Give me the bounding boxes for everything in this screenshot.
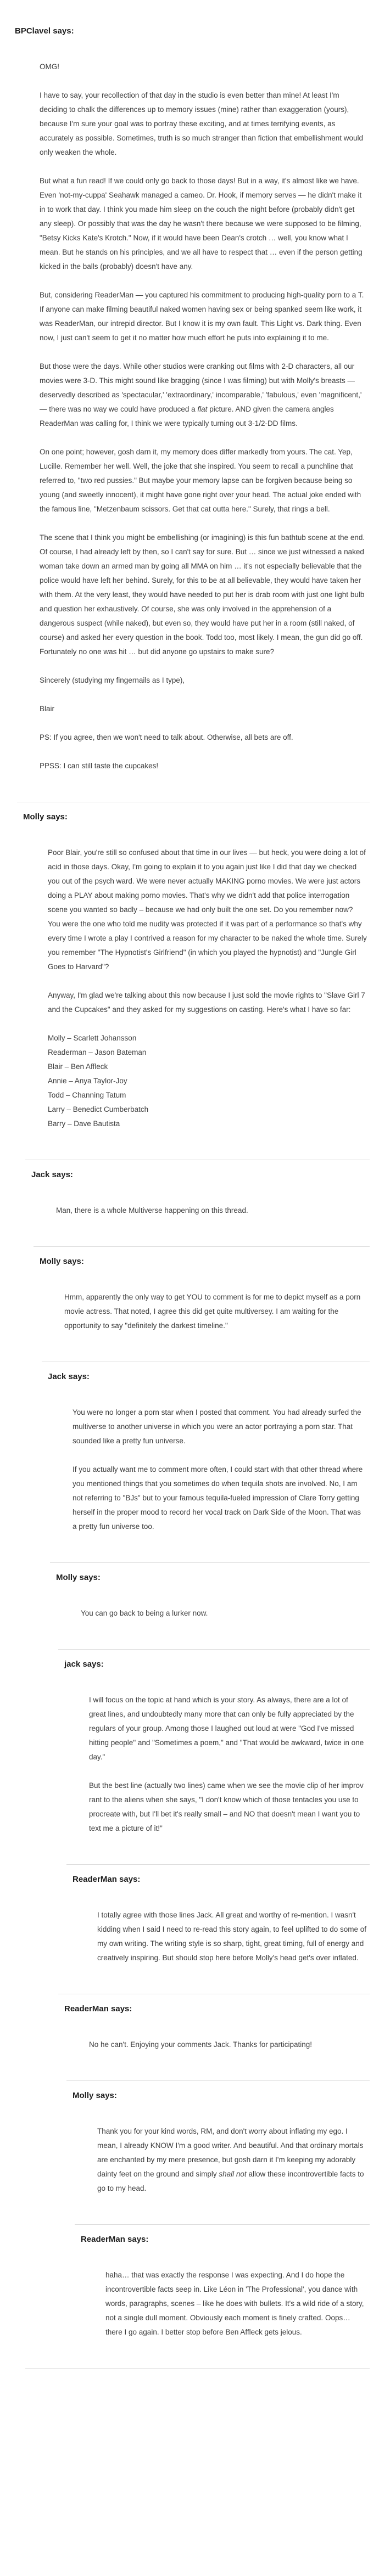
comment [0,1563,379,1649]
comment-body [40,60,367,773]
comment-author-heading [15,26,379,37]
says-label: says: [125,2235,149,2244]
comment-paragraph [48,988,367,1017]
text-segment: OMG! [40,63,59,71]
text-segment: Thank you for your kind words, RM, and don't worry about inflating my ego. I mean, I already KNOW I'm a good writer. And beautiful. And that ordinary mortals are enchanted by my mere presence, but gosh darn it I'm keeping my adorably dainty feet on the ground and simply [97,2127,364,2178]
comment-body [56,1203,367,1218]
text-segment: You can go back to being a lurker now. [81,1609,208,1617]
says-label: says: [66,1372,90,1381]
comment-author: ReaderMan [73,1875,117,1884]
comment-paragraph [97,2124,367,2196]
text-segment: PS: If you agree, then we won't need to talk about. Otherwise, all bets are off. [40,733,293,741]
text-segment: allow these incontrovertible facts to go to my head. [97,2170,364,2192]
comment-body [73,1405,367,1534]
emphasized-text: flat [197,405,208,413]
comment-author: Molly [23,812,44,822]
text-segment: But, considering ReaderMan — you captured his commitment to producing high-quality porn to a T. If anyone can make filming beautiful naked women having sex or being spanked seem like work, it was ReaderMan, our intrepid director. But I know it is my own fault. This Light vs. Dark thing. Even now, I just can't seem to get it no matter how much effort he puts into explaining it to me. [40,291,364,342]
says-label: says: [44,812,68,822]
text-segment: The scene that I think you might be embellishing (or imagining) is this fun bathtub scene at the end. Of course, I had already left by then, so I can't say for sure. But … since we just witnessed a naked woman take down an armed man by going all MMA on him … it's not especially believable that the police would have left her behind. Surely, for this to be at all believable, they would have taken her with them. At the very least, they would have needed to put her is drab room with just one light bulb and question her exhaustively. Of course, she was only involved in the apprehension of a dangerous suspect (while naked), but even so, they would have put her in a room (still naked, of course) and asked her every question in the book. Todd too, most likely. I mean, the gun did go off. Fortunately no one was hit … but did anyone go upstairs to make sure? [40,533,365,656]
text-segment: Barry – Dave Bautista [48,1120,120,1128]
says-label: says: [51,26,74,36]
text-segment: Man, there is a whole Multiverse happening on this thread. [56,1206,248,1214]
text-segment: No he can't. Enjoying your comments Jack. Thanks for participating! [89,2040,313,2049]
text-segment: haha… that was exactly the response I was expecting. And I do hope the incontrovertible facts seep in. Like Léon in 'The Professional', you dance with words, paragraphs, scenes – like he does with bullets. It's a wild ride of a story, not a single dull moment. Obviously each moment is finely crafted. Oops… there I go again. I better stop before Ben Affleck gets jelous. [105,2271,364,2336]
text-segment: Poor Blair, you're still so confused about that time in our lives — but heck, you were doing a lot of acid in those days. Okay, I'm going to explain it to you again just like I did that day we checked you out of the psych ward. We were never actually MAKING porno movies. We were just actors doing a PLAY about making porno movies. That's why we didn't add that police interrogation scene you wanted so badly – because we had only built the one set. Do you remember now? You were the one who told me nudity was protected if it was part of a performance so that's why every time I wrote a play I contrived a reason for my character to be naked the whole time. Surely you remember "The Hypnotist's Girlfriend" (in which you played the hypnotist) and "Jungle Girl Goes to Harvard"? [48,848,367,971]
comment-paragraph [56,1203,367,1218]
says-label: says: [49,1170,73,1179]
comment-paragraph [89,2038,367,2052]
text-segment: Todd – Channing Tatum [48,1091,126,1099]
comment-body [97,2124,367,2196]
comment-body [97,1908,367,1965]
comment-paragraph [48,846,367,974]
comment-body [89,1693,367,1836]
comment-author-heading [64,2004,379,2015]
comment-paragraph [105,2268,367,2339]
comment-paragraph [73,1405,367,1448]
comment-paragraph [40,531,367,659]
comment-author: Jack [48,1372,66,1381]
comment-paragraph [48,1031,367,1131]
comment [0,1362,379,1562]
comment-author-heading [81,2234,379,2245]
comment [0,2225,379,2368]
comment [0,1160,379,1246]
comment-author-heading [56,1572,379,1583]
emphasized-text: shall not [219,2170,247,2178]
text-segment: Molly – Scarlett Johansson [48,1034,137,1042]
comment-author: BPClavel [15,26,51,36]
text-segment: But the best line (actually two lines) came when we see the movie clip of her improv rant to the aliens when she says, "I don't know which of those tentacles you use to procreate with, but I'll bet it's really small – and NO that doesn't mean I want you to text me a picture of it!" [89,1781,364,1832]
text-segment: You were no longer a porn star when I posted that comment. You had already surfed the multiverse to another universe in which you were an actor portraying a porn star. That sounded like a pretty fun universe. [73,1408,361,1445]
comment-author-heading [64,1659,379,1670]
comment-paragraph [40,88,367,160]
comment [0,1650,379,1864]
says-label: says: [116,1875,141,1884]
says-label: says: [93,2091,117,2100]
comment-author-heading [73,2090,379,2101]
comment-paragraph [40,445,367,516]
text-segment: Sincerely (studying my fingernails as I type), [40,676,185,684]
comment-paragraph [97,1908,367,1965]
text-segment: picture. AND given the camera angles ReaderMan was calling for, I think we were typically turning out 3-1/2-DD films. [40,405,334,428]
comment-paragraph [89,1693,367,1764]
comment [0,16,379,802]
text-segment: I have to say, your recollection of that day in the studio is even better than mine! At least I'm deciding to chalk the differences up to memory issues (mine) rather than exaggeration (yours), because I'm sure your goal was to portray these exciting, and at times terrifying events, as accurately as possible. Sometimes, truth is so much stranger than fiction that embellishment would only weaken the whole. [40,91,364,156]
comment-paragraph [40,288,367,345]
comment [0,1865,379,1994]
comment-author-heading [48,1371,379,1382]
comment-body [105,2268,367,2339]
says-label: says: [60,1257,84,1266]
comment-paragraph [73,1463,367,1534]
comment-paragraph [40,702,367,716]
comment-body [48,846,367,1131]
comment-author: ReaderMan [64,2004,109,2013]
comment-paragraph [40,673,367,688]
text-segment: But those were the days. While other studios were cranking out films with 2-D characters, all our movies were 3-D. This might sound like bragging (since I was filming) but with Molly's breasts — deservedly described as 'spectacular,' 'extraordinary,' incomparable,' 'fabulous,' even 'magnificent,' — there was no way we could have produced a [40,362,362,413]
text-segment: Anyway, I'm glad we're talking about this now because I just sold the movie rights to "Slave Girl 7 and the Cupcakes" and they asked for my suggestions on casting. Here's what I have so far: [48,991,365,1014]
comment-body [89,2038,367,2052]
comment-author: Molly [56,1573,77,1582]
comment-author-heading [40,1256,379,1267]
comment-author: jack [64,1660,81,1669]
comment-paragraph [64,1290,367,1333]
comment-paragraph [40,174,367,274]
comment-paragraph [40,730,367,745]
comment [0,1247,379,1362]
text-segment: Blair – Ben Affleck [48,1062,108,1071]
text-segment: Readerman – Jason Bateman [48,1048,147,1056]
text-segment: I will focus on the topic at hand which is your story. As always, there are a lot of great lines, and undoubtedly many more that can only be fully appreciated by the regulars of your group. Among those I laughed out loud at were "God I've missed hitting people" and "Sometimes a poem," and "That would be awkward, twice in one day." [89,1696,364,1761]
text-segment: PPSS: I can still taste the cupcakes! [40,762,159,770]
comment-author-heading [73,1874,379,1885]
comment-paragraph [81,1606,367,1621]
text-segment: Larry – Benedict Cumberbatch [48,1105,149,1113]
comment-author: Molly [40,1257,61,1266]
says-label: says: [108,2004,132,2013]
comment-author-heading [31,1169,379,1180]
comment-author: ReaderMan [81,2235,125,2244]
text-segment: Hmm, apparently the only way to get YOU to comment is for me to depict myself as a porn movie actress. That noted, I agree this did get quite multiversey. I am waiting for the opportunity to say "definitely the darkest timeline." [64,1293,361,1330]
comment [0,802,379,1160]
comment [0,1994,379,2080]
comment-paragraph [89,1779,367,1836]
comment-author: Molly [73,2091,94,2100]
comment-author: Jack [31,1170,50,1179]
says-label: says: [77,1573,101,1582]
comment-paragraph [40,60,367,74]
text-segment: If you actually want me to comment more often, I could start with that other thread where you mentioned things that you sometimes do when tequila shots are involved. No, I am not referring to "BJs" but to your famous tequila-fueled impression of Clare Torry getting herself in the proper mood to record her vocal track on Dark Side of the Moon. That was a pretty fun universe too. [73,1465,363,1531]
comment-author-heading [23,812,379,823]
text-segment: Annie – Anya Taylor-Joy [48,1077,127,1085]
says-label: says: [80,1660,104,1669]
text-segment: Blair [40,705,55,713]
text-segment: I totally agree with those lines Jack. All great and worthy of re-mention. I wasn't kidding when I said I need to re-read this story again, to feel uplifted to do some of my own writing. The writing style is so sharp, tight, great timing, full of energy and creatively inspiring. But should stop here before Molly's head get's over inflated. [97,1911,367,1962]
comment-divider [25,2368,370,2369]
comment-body [81,1606,367,1621]
comment-paragraph [40,759,367,773]
comment [0,2081,379,2224]
text-segment: But what a fun read! If we could only go back to those days! But in a way, it's almost like we have. Even 'not-my-cuppa' Seahawk managed a cameo. Dr. Hook, if memory serves — he didn't make it in to work that day. I think you made him sleep on the couch the night before (probably didn't get any sleep). Or possibly that was the day he wasn't there because we were supposed to be filming, "Betsy Kicks Kate's Krotch." Now, if it would have been Dean's crotch … well, you know what I mean. But he stands on his principles, and we all have to respect that … even if the person getting kicked in the balls (probably) doesn't have any. [40,177,363,271]
comment-paragraph [40,359,367,431]
text-segment: On one point; however, gosh darn it, my memory does differ markedly from yours. The cat. Yep, Lucille. Remember her well. Well, the joke that she inspired. You seem to recall a punchline that referred to, "two red pussies." But maybe your memory lapse can be forgiven because being so young (and sweetly innocent), it might have gone right over your head. The actual joke ended with the famous line, "Metzenbaum scissors. Get that cat outta here." Surely, that rings a bell. [40,448,361,513]
comment-body [64,1290,367,1333]
